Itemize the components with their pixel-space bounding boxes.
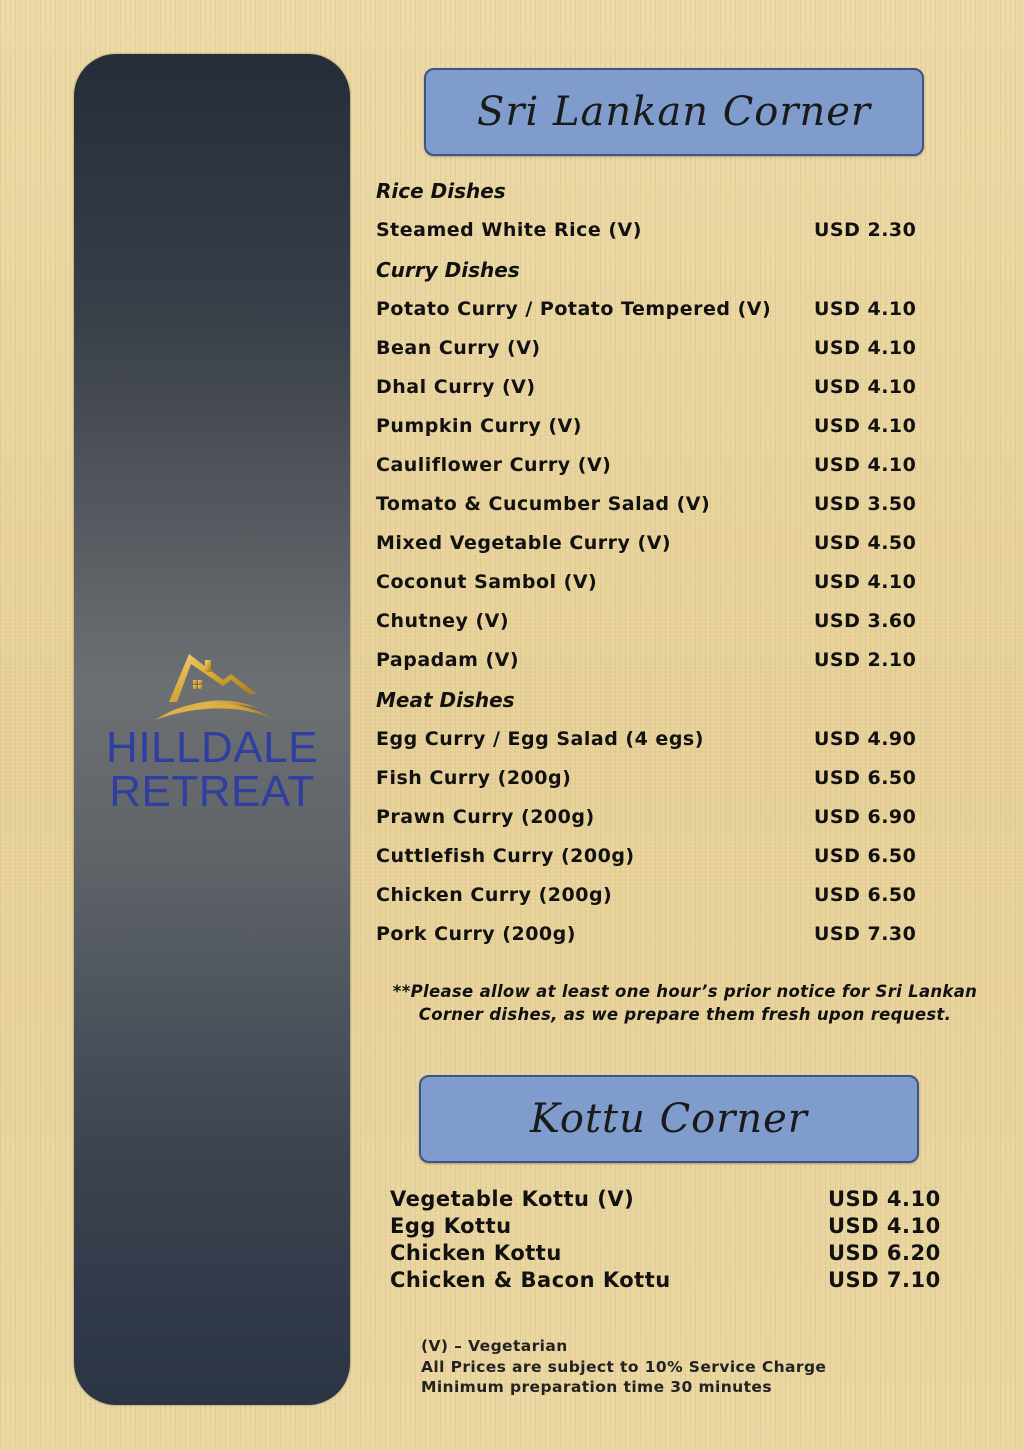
advance-notice <box>380 980 990 1026</box>
menu-item-price: USD 7.10 <box>828 1268 941 1292</box>
menu-item <box>376 837 936 876</box>
menu-item-name: Cuttlefish Curry (200g) <box>376 845 635 867</box>
category-heading: Rice Dishes <box>376 179 506 203</box>
menu-item <box>376 368 936 407</box>
menu-item-price: USD 3.50 <box>814 493 917 515</box>
kottu-menu <box>390 1186 990 1294</box>
menu-item-price: USD 4.10 <box>814 454 917 476</box>
menu-item <box>376 524 936 563</box>
menu-item-price: USD 6.50 <box>814 884 917 906</box>
menu-item-price: USD 7.30 <box>814 923 917 945</box>
menu-item <box>376 290 936 329</box>
menu-item <box>390 1186 990 1213</box>
menu-item-name: Dhal Curry (V) <box>376 376 536 398</box>
brand-name-line2: RETREAT <box>109 767 315 816</box>
prep-time-note: Minimum preparation time 30 minutes <box>421 1378 772 1396</box>
menu-item-price: USD 3.60 <box>814 610 917 632</box>
menu-item-name: Coconut Sambol (V) <box>376 571 598 593</box>
notice-line: **Please allow at least one hour’s prior notice for Sri Lankan <box>392 982 978 1001</box>
menu-item-price: USD 4.50 <box>814 532 917 554</box>
menu-item-name: Steamed White Rice (V) <box>376 219 642 241</box>
menu-item <box>376 563 936 602</box>
brand-name-line1: HILLDALE <box>106 723 318 772</box>
notice-line: Corner dishes, as we prepare them fresh upon request. <box>418 1005 952 1024</box>
menu-item <box>390 1213 990 1240</box>
menu-item-price: USD 4.10 <box>828 1214 941 1238</box>
menu-item <box>376 329 936 368</box>
menu-item <box>376 876 936 915</box>
menu-item-name: Chicken & Bacon Kottu <box>390 1268 671 1292</box>
menu-item-price: USD 4.90 <box>814 728 917 750</box>
menu-item-name: Prawn Curry (200g) <box>376 806 595 828</box>
menu-item <box>376 602 936 641</box>
menu-item-price: USD 6.20 <box>828 1241 941 1265</box>
menu-item-name: Fish Curry (200g) <box>376 767 572 789</box>
kottu-corner-title: Kottu Corner <box>530 1096 808 1142</box>
menu-item <box>376 759 936 798</box>
menu-item <box>376 720 936 759</box>
menu-item-price: USD 4.10 <box>814 376 917 398</box>
menu-item-name: Vegetable Kottu (V) <box>390 1187 635 1211</box>
menu-item <box>376 485 936 524</box>
menu-item-price: USD 4.10 <box>814 415 917 437</box>
menu-item-name: Pork Curry (200g) <box>376 923 576 945</box>
menu-item <box>376 446 936 485</box>
menu-item <box>376 211 936 250</box>
footnotes <box>421 1336 826 1398</box>
menu-item <box>390 1240 990 1267</box>
category-heading: Curry Dishes <box>376 258 520 282</box>
menu-item-name: Cauliflower Curry (V) <box>376 454 612 476</box>
vegetarian-legend: (V) – Vegetarian <box>421 1337 568 1355</box>
service-charge-note: All Prices are subject to 10% Service Charge <box>421 1357 827 1376</box>
menu-item-name: Pumpkin Curry (V) <box>376 415 582 437</box>
menu-item-name: Bean Curry (V) <box>376 337 541 359</box>
side-panel <box>74 54 350 1405</box>
menu-item-price: USD 2.30 <box>814 219 917 241</box>
menu-item-price: USD 4.10 <box>814 571 917 593</box>
sri-lankan-menu <box>376 171 936 954</box>
menu-item-price: USD 2.10 <box>814 649 917 671</box>
sri-lankan-corner-title: Sri Lankan Corner <box>476 89 872 135</box>
menu-item-name: Mixed Vegetable Curry (V) <box>376 532 672 554</box>
menu-item <box>376 798 936 837</box>
menu-item-name: Potato Curry / Potato Tempered (V) <box>376 298 772 320</box>
menu-item-name: Chicken Curry (200g) <box>376 884 613 906</box>
menu-item-price: USD 4.10 <box>814 298 917 320</box>
kottu-corner-header <box>419 1075 919 1163</box>
menu-item-name: Chutney (V) <box>376 610 510 632</box>
menu-item-price: USD 4.10 <box>828 1187 941 1211</box>
menu-item <box>376 641 936 680</box>
brand-logo <box>74 650 350 814</box>
menu-item-name: Chicken Kottu <box>390 1241 562 1265</box>
menu-item-price: USD 6.50 <box>814 767 917 789</box>
menu-item-name: Papadam (V) <box>376 649 520 671</box>
menu-item-name: Egg Kottu <box>390 1214 512 1238</box>
menu-item <box>376 407 936 446</box>
menu-item-price: USD 4.10 <box>814 337 917 359</box>
sri-lankan-corner-header <box>424 68 924 156</box>
menu-item-name: Egg Curry / Egg Salad (4 egs) <box>376 728 704 750</box>
menu-item-name: Tomato & Cucumber Salad (V) <box>376 493 711 515</box>
menu-item-price: USD 6.50 <box>814 845 917 867</box>
house-roof-logo-icon <box>147 650 277 726</box>
menu-item <box>390 1267 990 1294</box>
menu-item-price: USD 6.90 <box>814 806 917 828</box>
category-heading: Meat Dishes <box>376 688 515 712</box>
menu-item <box>376 915 936 954</box>
